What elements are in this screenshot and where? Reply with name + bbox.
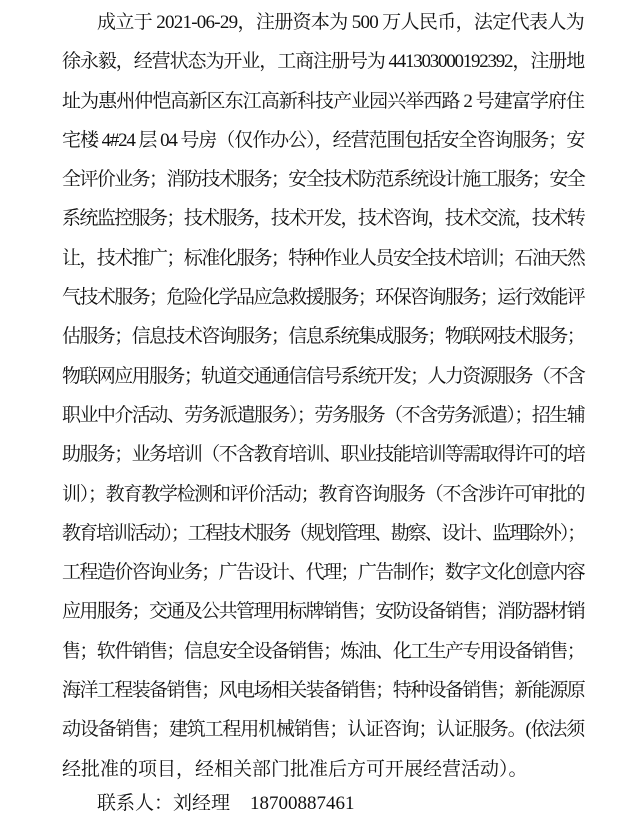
paragraph-line: 徐永毅，经营状态为开业，工商注册号为 441303000192392，注册地 <box>62 51 584 73</box>
paragraph-line: 估服务；信息技术咨询服务；信息系统集成服务；物联网技术服务； <box>62 326 584 348</box>
paragraph-line: 助服务；业务培训（不含教育培训、职业技能培训等需取得许可的培 <box>62 444 584 466</box>
paragraph-line: 职业中介活动、劳务派遣服务）；劳务服务（不含劳务派遣）；招生辅 <box>62 404 584 426</box>
paragraph-line: 工程造价咨询业务；广告设计、代理；广告制作；数字文化创意内容 <box>62 562 584 584</box>
contact-label: 联系人：刘经理 <box>97 793 231 814</box>
paragraph-line: 物联网应用服务；轨道交通通信信号系统开发；人力资源服务（不含 <box>62 365 584 387</box>
paragraph-line: 址为惠州仲恺高新区东江高新科技产业园兴举西路 2 号建富学府住 <box>62 90 584 112</box>
paragraph-line: 海洋工程装备销售；风电场相关装备销售；特种设备销售；新能源原 <box>62 680 584 702</box>
paragraph-line: 让，技术推广；标准化服务；特种作业人员安全技术培训；石油天然 <box>62 247 584 269</box>
paragraph-line: 教育培训活动）；工程技术服务（规划管理、勘察、设计、监理除外）； <box>62 522 584 544</box>
paragraph-line: 系统监控服务；技术服务，技术开发，技术咨询，技术交流，技术转 <box>62 208 584 230</box>
paragraph-line: 售；软件销售；信息安全设备销售；炼油、化工生产专用设备销售； <box>62 640 584 662</box>
business-description-paragraph <box>62 3 584 789</box>
paragraph-line: 全评价业务；消防技术服务；安全技术防范系统设计施工服务；安全 <box>62 169 584 191</box>
paragraph-line: 气技术服务；危险化学品应急救援服务；环保咨询服务；运行效能评 <box>62 287 584 309</box>
paragraph-line: 宅楼 4#24 层 04 号房（仅作办公），经营范围包括安全咨询服务；安 <box>62 129 584 151</box>
paragraph-line: 经批准的项目，经相关部门批准后方可开展经营活动）。 <box>62 758 528 780</box>
contact-phone: 18700887461 <box>250 793 355 814</box>
paragraph-line: 训）；教育教学检测和评价活动；教育咨询服务（不含涉许可审批的 <box>62 483 584 505</box>
paragraph-line: 成立于 2021-06-29，注册资本为 500 万人民币，法定代表人为 <box>97 12 584 33</box>
paragraph-line: 动设备销售；建筑工程用机械销售；认证咨询；认证服务。(依法须 <box>62 719 584 741</box>
paragraph-line: 应用服务；交通及公共管理用标牌销售；安防设备销售；消防器材销 <box>62 601 584 623</box>
contact-line <box>97 784 355 823</box>
